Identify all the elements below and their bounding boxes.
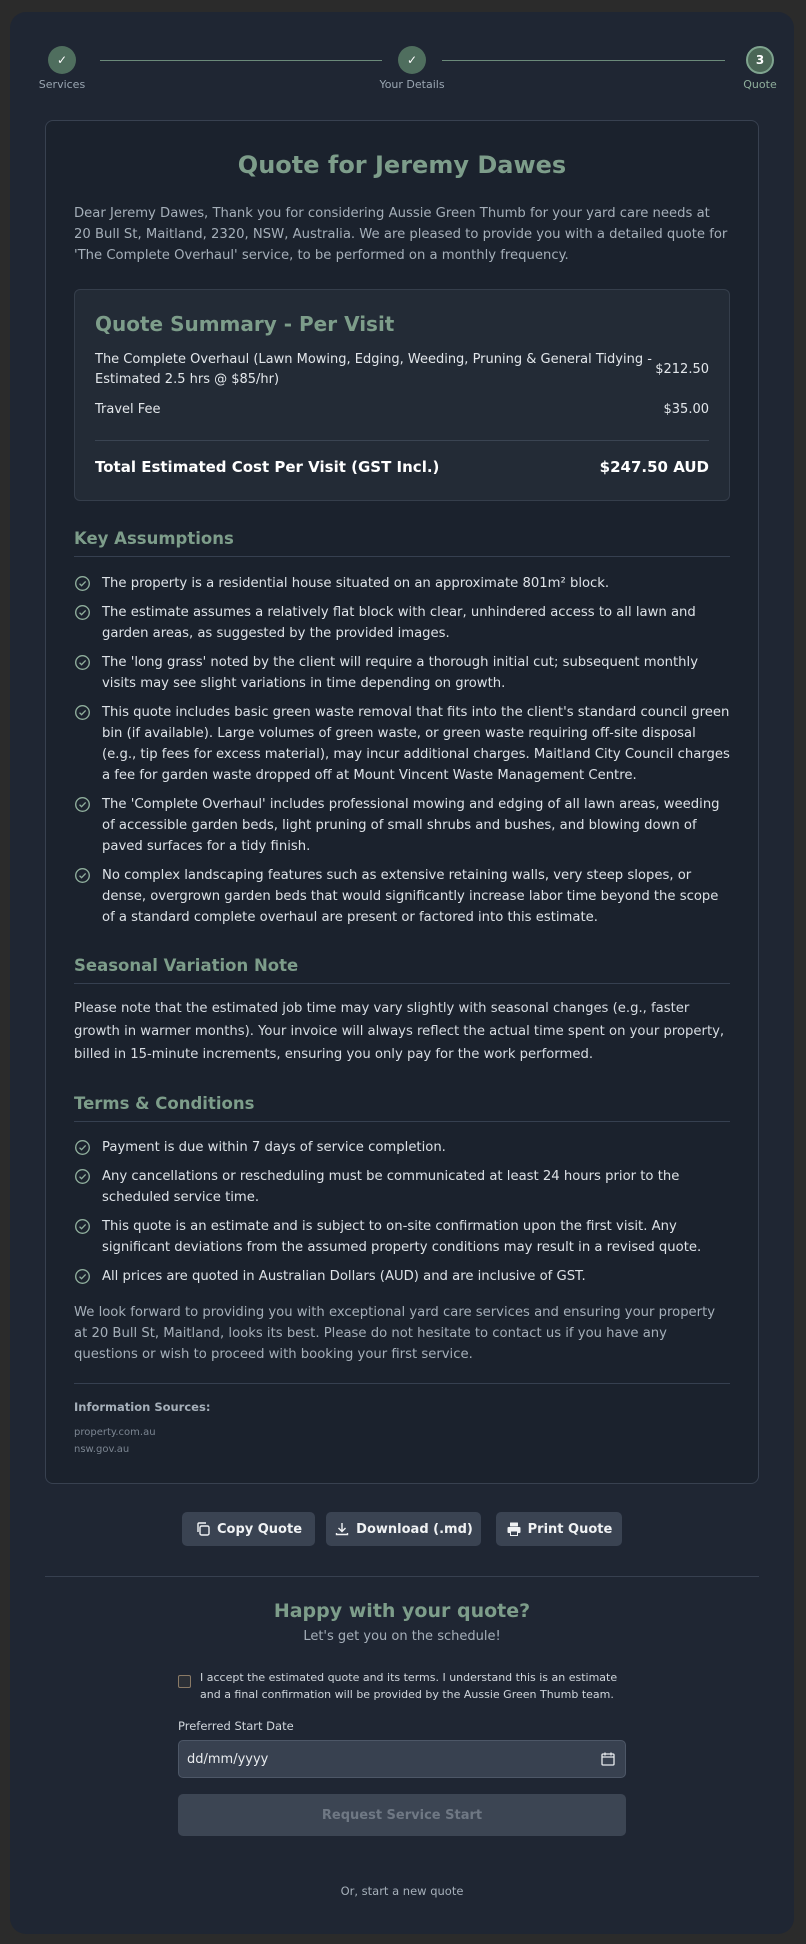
list-item (74, 1166, 730, 1208)
line-item-description: Travel Fee (95, 402, 161, 417)
quote-intro: Dear Jeremy Dawes, Thank you for considering Aussie Green Thumb for your yard care needs at 20 Bull St, Maitland, 2320, NSW, Australia. We are pleased to provide you with a detailed quote for 'The Complete Overhaul' service, to be performed on a monthly frequency. (74, 206, 728, 263)
summary-divider (95, 440, 709, 441)
list-item-text: The 'Complete Overhaul' includes professional mowing and edging of all lawn areas, weeding of accessible garden beds, light pruning of small shrubs and bushes, and blowing down of paved surfaces for a tidy finish. (102, 797, 720, 854)
list-item (74, 702, 730, 786)
seasonal-text: Please note that the estimated job time may vary slightly with seasonal changes (e.g., faster growth in warmer months). Your invoice will always reflect the actual time spent on your property, billed in 15-minute increments, ensuring you only pay for the work performed. (74, 1001, 725, 1062)
download-md-button[interactable] (326, 1512, 481, 1546)
step-number: 3 (746, 46, 774, 74)
check-circle-icon (74, 867, 91, 884)
closing-text: We look forward to providing you with exceptional yard care services and ensuring your property at 20 Bull St, Maitland, looks its best. Please do not hesitate to contact us if you have any questions or wish to proceed with booking your first service. (74, 1305, 716, 1362)
list-item (74, 1266, 730, 1287)
list-item-text: This quote is an estimate and is subject to on-site confirmation upon the first visit. Any significant deviations from the assumed property conditions may result in a revised quote. (102, 1219, 702, 1255)
line-item-amount: $212.50 (655, 362, 709, 377)
request-service-button[interactable]: Request Service Start (178, 1794, 626, 1836)
check-circle-icon (74, 575, 91, 592)
sources-heading: Information Sources: (74, 1400, 211, 1414)
summary-heading: Quote Summary - Per Visit (95, 312, 395, 336)
list-item (74, 602, 730, 644)
check-circle-icon (74, 604, 91, 621)
list-item-text: The 'long grass' noted by the client will require a thorough initial cut; subsequent monthly visits may see slight variations in time depending on growth. (102, 655, 698, 691)
progress-stepper (38, 46, 777, 106)
assumptions-list (74, 573, 730, 936)
button-label: Download (.md) (356, 1521, 473, 1537)
seasonal-heading: Seasonal Variation Note (74, 956, 730, 984)
copy-icon (195, 1521, 211, 1537)
list-item-text: Any cancellations or rescheduling must be communicated at least 24 hours prior to the scheduled service time. (102, 1169, 680, 1205)
list-item (74, 1137, 730, 1158)
step-quote[interactable] (700, 46, 806, 91)
list-item-text: No complex landscaping features such as extensive retaining walls, very steep slopes, or dense, overgrown garden beds that would significantly increase labor time beyond the scope of a standard complete overhaul are present or factored into this estimate. (102, 868, 719, 925)
summary-line-item (95, 400, 709, 420)
app-window (10, 12, 794, 1934)
check-circle-icon (74, 1218, 91, 1235)
check-circle-icon (74, 654, 91, 671)
check-circle-icon (74, 704, 91, 721)
source-link[interactable]: property.com.au (74, 1427, 156, 1438)
quote-card (45, 120, 759, 1484)
total-amount: $247.50 AUD (599, 458, 709, 476)
step-label: Your Details (379, 78, 445, 91)
sources-divider (74, 1383, 730, 1384)
list-item (74, 1216, 730, 1258)
line-item-amount: $35.00 (663, 402, 709, 417)
assumptions-heading: Key Assumptions (74, 529, 730, 557)
quote-summary (74, 289, 730, 501)
check-circle-icon (74, 1268, 91, 1285)
list-item-text: The property is a residential house situated on an approximate 801m² block. (102, 576, 610, 591)
booking-heading: Happy with your quote? (273, 1600, 531, 1622)
button-label: Print Quote (527, 1521, 613, 1537)
line-item-description: The Complete Overhaul (Lawn Mowing, Edging, Weeding, Pruning & General Tidying - Estimated 2.5 hrs @ $85/hr) (95, 352, 652, 387)
check-icon: ✓ (398, 46, 426, 74)
terms-heading: Terms & Conditions (74, 1094, 730, 1122)
summary-line-item (95, 350, 709, 390)
step-label: Services (38, 78, 86, 91)
print-quote-button[interactable] (496, 1512, 622, 1546)
button-label: Copy Quote (216, 1521, 303, 1537)
source-link[interactable]: nsw.gov.au (74, 1444, 130, 1455)
new-quote-link[interactable]: Or, start a new quote (340, 1884, 464, 1898)
step-connector (100, 60, 382, 61)
summary-total (95, 458, 709, 476)
calendar-icon[interactable] (601, 1752, 615, 1766)
step-your-details[interactable] (352, 46, 472, 91)
list-item-text: All prices are quoted in Australian Dollars (AUD) and are inclusive of GST. (102, 1269, 586, 1284)
section-divider (45, 1576, 759, 1577)
start-date-label: Preferred Start Date (178, 1719, 294, 1733)
terms-list (74, 1137, 730, 1295)
list-item-text: The estimate assumes a relatively flat block with clear, unhindered access to all lawn and garden areas, as suggested by the provided images. (102, 605, 696, 641)
step-services[interactable] (2, 46, 122, 91)
check-circle-icon (74, 1139, 91, 1156)
list-item (74, 865, 730, 928)
list-item (74, 652, 730, 694)
total-label: Total Estimated Cost Per Visit (GST Incl.) (95, 458, 440, 476)
check-circle-icon (74, 796, 91, 813)
start-date-input[interactable] (178, 1740, 626, 1778)
list-item (74, 794, 730, 857)
check-icon: ✓ (48, 46, 76, 74)
accept-terms-checkbox[interactable] (178, 1675, 191, 1688)
list-item-text: Payment is due within 7 days of service completion. (102, 1140, 446, 1155)
accept-terms-label[interactable]: I accept the estimated quote and its terms. I understand this is an estimate and a final confirmation will be provided by the Aussie Green Thumb team. (200, 1671, 618, 1701)
download-icon (334, 1521, 350, 1537)
booking-subheading: Let's get you on the schedule! (303, 1629, 501, 1644)
step-connector (442, 60, 725, 61)
check-circle-icon (74, 1168, 91, 1185)
step-label: Quote (743, 78, 777, 91)
list-item-text: This quote includes basic green waste removal that fits into the client's standard council green bin (if available). Large volumes of green waste, or green waste requiring off-site disposal (e.g., tip fees for excess material), may incur additional charges. Maitland City Council charges a fee for garden waste dropped off at Mount Vincent Waste Management Centre. (102, 705, 730, 783)
list-item (74, 573, 730, 594)
date-placeholder: dd/mm/yyyy (187, 1751, 269, 1767)
quote-title: Quote for Jeremy Dawes (237, 151, 567, 179)
printer-icon (506, 1521, 522, 1537)
copy-quote-button[interactable] (182, 1512, 315, 1546)
